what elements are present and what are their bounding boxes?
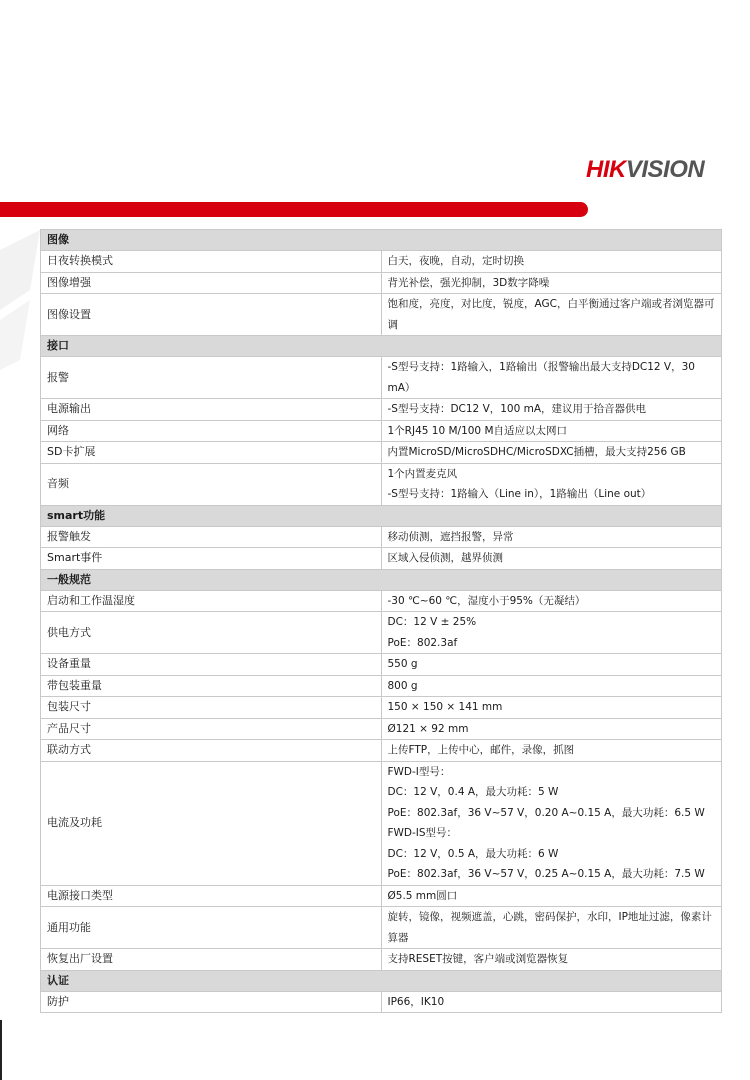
section-title: 一般规范 (41, 569, 722, 590)
spec-label: 电源接口类型 (41, 885, 382, 907)
spec-value-line: IP66，IK10 (387, 995, 445, 1008)
spec-label: 启动和工作温湿度 (41, 590, 382, 612)
spec-value (381, 885, 722, 907)
spec-value-line: PoE：802.3af，36 V~57 V，0.25 A~0.15 A，最大功耗：7.5 W (387, 868, 705, 880)
spec-label: 产品尺寸 (41, 718, 382, 740)
spec-label: 音频 (41, 463, 382, 505)
spec-row (41, 949, 722, 971)
spec-value-line: 白天，夜晚，自动，定时切换 (387, 255, 524, 267)
spec-value (381, 272, 722, 294)
spec-label: Smart事件 (41, 548, 382, 570)
spec-value (381, 697, 722, 719)
spec-value-line: 1个内置麦克风 (387, 467, 458, 480)
spec-value (381, 399, 722, 421)
spec-value-line: Ø5.5 mm圆口 (387, 889, 458, 902)
spec-label: 电源输出 (41, 399, 382, 421)
spec-label: 通用功能 (41, 907, 382, 949)
spec-value (381, 949, 722, 971)
spec-value-line: -S型号支持：1路输入（Line in），1路输出（Line out） (387, 488, 652, 500)
spec-value (381, 357, 722, 399)
spec-label: 图像设置 (41, 294, 382, 336)
section-title: smart功能 (41, 505, 722, 526)
spec-label: 网络 (41, 420, 382, 442)
spec-label: 联动方式 (41, 740, 382, 762)
header-red-bar (0, 202, 588, 217)
spec-value-line: DC：12 V，0.5 A，最大功耗：6 W (387, 847, 559, 860)
spec-value-line: 550 g (387, 658, 418, 670)
page-edge-line (0, 1020, 2, 1080)
spec-value-line: FWD-IS型号： (387, 827, 458, 839)
spec-value (381, 991, 722, 1013)
spec-row (41, 612, 722, 654)
spec-value (381, 442, 722, 464)
spec-label: 报警 (41, 357, 382, 399)
section-header-row (41, 336, 722, 357)
spec-label: 报警触发 (41, 526, 382, 548)
spec-row (41, 294, 722, 336)
section-title: 接口 (41, 336, 722, 357)
spec-value-line: 饱和度，亮度，对比度，锐度，AGC，白平衡通过客户端或者浏览器可调 (387, 298, 715, 331)
spec-label: 设备重量 (41, 654, 382, 676)
logo-hik-text: HIK (586, 156, 626, 183)
spec-row (41, 654, 722, 676)
spec-label: 图像增强 (41, 272, 382, 294)
spec-value (381, 612, 722, 654)
spec-row (41, 251, 722, 273)
spec-row (41, 907, 722, 949)
section-title: 图像 (41, 230, 722, 251)
section-header-row (41, 569, 722, 590)
section-header-row (41, 970, 722, 991)
spec-row (41, 761, 722, 885)
brand-logo (586, 156, 704, 184)
spec-value-line: PoE：802.3af，36 V~57 V，0.20 A~0.15 A，最大功耗：6.5 W (387, 806, 705, 819)
spec-value-line: 1个RJ45 10 M/100 M自适应以太网口 (387, 424, 568, 437)
spec-value (381, 675, 722, 697)
section-header-row (41, 230, 722, 251)
spec-value-line: 800 g (387, 679, 418, 692)
spec-value (381, 526, 722, 548)
spec-value (381, 907, 722, 949)
spec-row (41, 991, 722, 1013)
spec-row (41, 885, 722, 907)
spec-value-line: DC：12 V，0.4 A，最大功耗：5 W (387, 786, 559, 798)
spec-label: 日夜转换模式 (41, 251, 382, 273)
spec-value (381, 420, 722, 442)
spec-value (381, 654, 722, 676)
spec-value-line: 上传FTP，上传中心，邮件，录像，抓图 (387, 744, 575, 756)
spec-value (381, 761, 722, 885)
spec-row (41, 718, 722, 740)
spec-row (41, 526, 722, 548)
spec-label: 包装尺寸 (41, 697, 382, 719)
spec-value (381, 590, 722, 612)
spec-value (381, 740, 722, 762)
spec-label: 防护 (41, 991, 382, 1013)
spec-row (41, 740, 722, 762)
spec-value-line: -S型号支持：DC12 V，100 mA，建议用于拾音器供电 (387, 403, 647, 415)
spec-value-line: 支持RESET按键，客户端或浏览器恢复 (387, 953, 569, 965)
spec-value-line: 内置MicroSD/MicroSDHC/MicroSDXC插槽，最大支持256 GB (387, 446, 686, 458)
spec-row (41, 548, 722, 570)
spec-row (41, 442, 722, 464)
spec-row (41, 697, 722, 719)
spec-value-line: -S型号支持：1路输入，1路输出（报警输出最大支持DC12 V，30 mA） (387, 361, 695, 394)
spec-value-line: 背光补偿，强光抑制，3D数字降噪 (387, 276, 550, 289)
spec-value (381, 251, 722, 273)
spec-label: 电流及功耗 (41, 761, 382, 885)
spec-value-line: 150 × 150 × 141 mm (387, 701, 503, 713)
spec-value (381, 718, 722, 740)
spec-row (41, 399, 722, 421)
section-title: 认证 (41, 970, 722, 991)
spec-row (41, 463, 722, 505)
spec-row (41, 675, 722, 697)
logo-vision-text: VISION (625, 156, 705, 183)
spec-value (381, 463, 722, 505)
spec-value-line: 旋转，镜像，视频遮盖，心跳，密码保护，水印，IP地址过滤，像素计算器 (387, 911, 712, 944)
spec-row (41, 272, 722, 294)
spec-table (40, 229, 722, 1013)
spec-value-line: PoE：802.3af (387, 636, 458, 649)
spec-row (41, 420, 722, 442)
spec-value (381, 294, 722, 336)
spec-value-line: -30 ℃~60 ℃，湿度小于95%（无凝结） (387, 594, 586, 607)
spec-row (41, 590, 722, 612)
spec-label: SD卡扩展 (41, 442, 382, 464)
spec-label: 供电方式 (41, 612, 382, 654)
spec-label: 带包装重量 (41, 675, 382, 697)
spec-value-line: Ø121 × 92 mm (387, 722, 469, 735)
spec-row (41, 357, 722, 399)
spec-value-line: 区域入侵侦测，越界侦测 (387, 552, 503, 564)
spec-value-line: FWD-I型号： (387, 765, 451, 778)
spec-value-line: 移动侦测，遮挡报警，异常 (387, 530, 514, 543)
spec-value-line: DC：12 V ± 25% (387, 616, 477, 628)
section-header-row (41, 505, 722, 526)
spec-value (381, 548, 722, 570)
spec-label: 恢复出厂设置 (41, 949, 382, 971)
